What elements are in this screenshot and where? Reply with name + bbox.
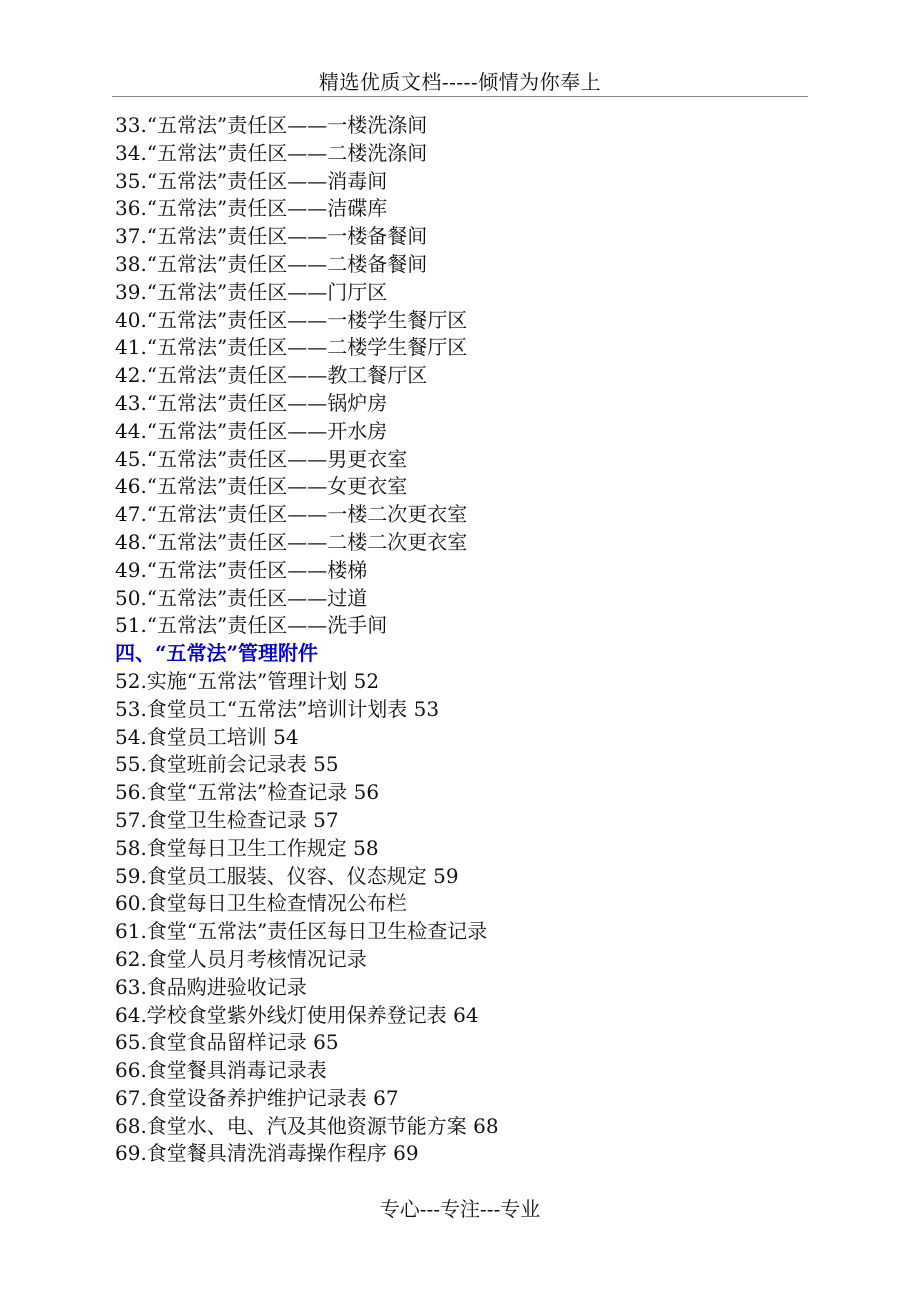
page-header: 精选优质文档-----倾情为你奉上 [318,70,602,94]
page-footer: 专心---专注---专业 [379,1197,541,1221]
table-of-contents [115,112,499,1168]
toc-entry: 62.食堂人员月考核情况记录 [115,946,367,971]
toc-entry: 57.食堂卫生检查记录 57 [115,807,339,832]
toc-entry: 44.“五常法”责任区——开水房 [115,418,388,443]
toc-entry: 59.食堂员工服装、仪容、仪态规定 59 [115,863,459,888]
toc-entry: 42.“五常法”责任区——教工餐厅区 [115,363,428,388]
toc-entry: 54.食堂员工培训 54 [115,724,299,749]
toc-entry: 55.食堂班前会记录表 55 [115,752,339,777]
toc-entry: 38.“五常法”责任区——二楼备餐间 [115,251,428,276]
toc-entry: 35.“五常法”责任区——消毒间 [115,168,388,193]
toc-entry: 58.食堂每日卫生工作规定 58 [115,835,379,860]
toc-entry: 43.“五常法”责任区——锅炉房 [115,390,388,415]
toc-entry: 52.实施“五常法”管理计划 52 [115,668,380,693]
header-divider [112,96,808,97]
toc-entry: 36.“五常法”责任区——洁碟库 [115,196,388,221]
toc-entry: 50.“五常法”责任区——过道 [115,585,368,610]
toc-entry: 46.“五常法”责任区——女更衣室 [115,474,408,499]
toc-entry: 56.食堂“五常法”检查记录 56 [115,780,380,805]
section-heading: 四、“五常法”管理附件 [115,641,319,666]
toc-entry: 40.“五常法”责任区——一楼学生餐厅区 [115,307,468,332]
toc-entry: 69.食堂餐具清洗消毒操作程序 69 [115,1141,419,1166]
toc-entry: 51.“五常法”责任区——洗手间 [115,613,388,638]
toc-entry: 64.学校食堂紫外线灯使用保养登记表 64 [115,1002,479,1027]
toc-entry: 68.食堂水、电、汽及其他资源节能方案 68 [115,1113,499,1138]
toc-entry: 47.“五常法”责任区——一楼二次更衣室 [115,502,468,527]
toc-entry: 48.“五常法”责任区——二楼二次更衣室 [115,529,468,554]
toc-entry: 63.食品购进验收记录 [115,974,307,999]
toc-entry: 53.食堂员工“五常法”培训计划表 53 [115,696,440,721]
toc-entry: 67.食堂设备养护维护记录表 67 [115,1085,399,1110]
toc-entry: 45.“五常法”责任区——男更衣室 [115,446,408,471]
toc-entry: 66.食堂餐具消毒记录表 [115,1058,327,1083]
toc-entry: 41.“五常法”责任区——二楼学生餐厅区 [115,335,468,360]
toc-entry: 65.食堂食品留样记录 65 [115,1030,339,1055]
toc-entry: 37.“五常法”责任区——一楼备餐间 [115,224,428,249]
toc-entry: 34.“五常法”责任区——二楼洗涤间 [115,140,428,165]
toc-entry: 33.“五常法”责任区——一楼洗涤间 [115,113,428,137]
toc-entry: 39.“五常法”责任区——门厅区 [115,279,388,304]
toc-entry: 49.“五常法”责任区——楼梯 [115,557,368,582]
toc-entry: 60.食堂每日卫生检查情况公布栏 [115,891,407,916]
toc-entry: 61.食堂“五常法”责任区每日卫生检查记录 [115,919,488,944]
